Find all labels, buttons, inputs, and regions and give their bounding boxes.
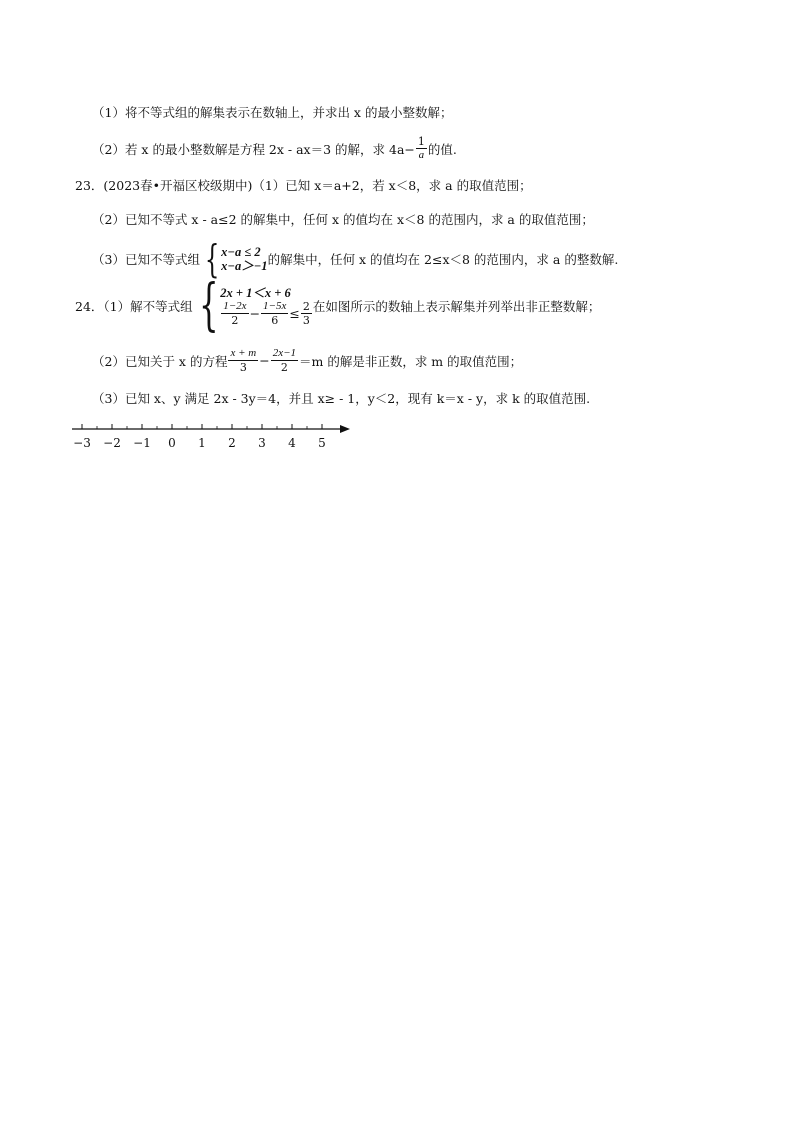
tick-label: 0 — [168, 436, 176, 450]
q24-part1 — [75, 273, 601, 338]
q23-system-row1: x−a ≤ 2 — [221, 244, 261, 259]
q23-part3 — [92, 237, 619, 281]
q24-part3 — [92, 389, 590, 407]
tick-label: −3 — [73, 436, 91, 450]
tick-label: 1 — [198, 436, 206, 450]
q23-part3-post: 的解集中，任何 x 的值均在 2≤x＜8 的范围内，求 a 的整数解. — [267, 252, 619, 267]
q24-part1-pre: 24．（1）解不等式组 — [75, 299, 193, 314]
left-brace: { — [204, 237, 220, 281]
left-brace: { — [198, 273, 219, 338]
q22-part2 — [92, 136, 457, 161]
q23-part3-pre: （3）已知不等式组 — [92, 252, 200, 267]
q23-part2 — [92, 210, 594, 228]
q24-part2-pre: （2）已知关于 x 的方程 — [92, 353, 228, 369]
number-line-arrow — [340, 425, 350, 433]
q24-system-row2: $\frac{1-2x}{2}$ − $\frac{1-5x}{6}$ ≤ $\frac{2}{3}$ — [223, 299, 310, 327]
q22-part1-text: （1）将不等式组的解集表示在数轴上，并求出 x 的最小整数解； — [92, 105, 453, 120]
q23-part1 — [75, 176, 532, 194]
tick-label: −1 — [133, 436, 151, 450]
q24-eq-fraction1: $\frac{x + m}{3}$ — [230, 347, 257, 374]
q22-part2-post: 的值. — [427, 141, 457, 157]
number-line — [70, 420, 355, 452]
q24-part3-text: （3）已知 x、y 满足 2x - 3y＝4，并且 x≥ - 1，y＜2，现有 k＝x - y，求 k 的取值范围. — [92, 391, 591, 406]
q24-system-row1: 2x + 1＜x + 6 — [220, 286, 291, 301]
q24-part2-post: ＝m 的解是非正数，求 m 的取值范围； — [299, 353, 523, 369]
q22-part2-pre: （2）若 x 的最小整数解是方程 2x - ax＝3 的解，求 4a− — [92, 141, 415, 157]
q22-fraction: $\frac{1}{a}$ — [417, 135, 425, 161]
tick-label: 5 — [318, 436, 326, 450]
tick-label: 3 — [258, 436, 266, 450]
number-line-ticks — [73, 424, 326, 450]
q23-system-row2: x−a＞−1 — [221, 259, 268, 273]
q24-eq-fraction2: $\frac{2x-1}{2}$ — [272, 347, 296, 374]
tick-label: −2 — [103, 436, 121, 450]
tick-label: 2 — [228, 436, 236, 450]
tick-label: 4 — [288, 436, 296, 450]
q23-part1-text: 23．(2023春•开福区校级期中)（1）已知 x＝a+2，若 x＜8，求 a 的取值范围； — [75, 178, 532, 193]
q24-inequality-system — [195, 273, 313, 338]
q23-part2-text: （2）已知不等式 x - a≤2 的解集中，任何 x 的值均在 x＜8 的范围内，求 a 的取值范围； — [92, 212, 594, 227]
q22-part1 — [92, 103, 452, 121]
q24-part2: （2）已知关于 x 的方程 $\frac{x + m}{3}$ − $\frac{2x-1}{2}$ ＝m 的解是非正数，求 m 的取值范围； — [92, 347, 523, 374]
q24-part1-post: 在如图所示的数轴上表示解集并列举出非正整数解； — [312, 299, 601, 314]
